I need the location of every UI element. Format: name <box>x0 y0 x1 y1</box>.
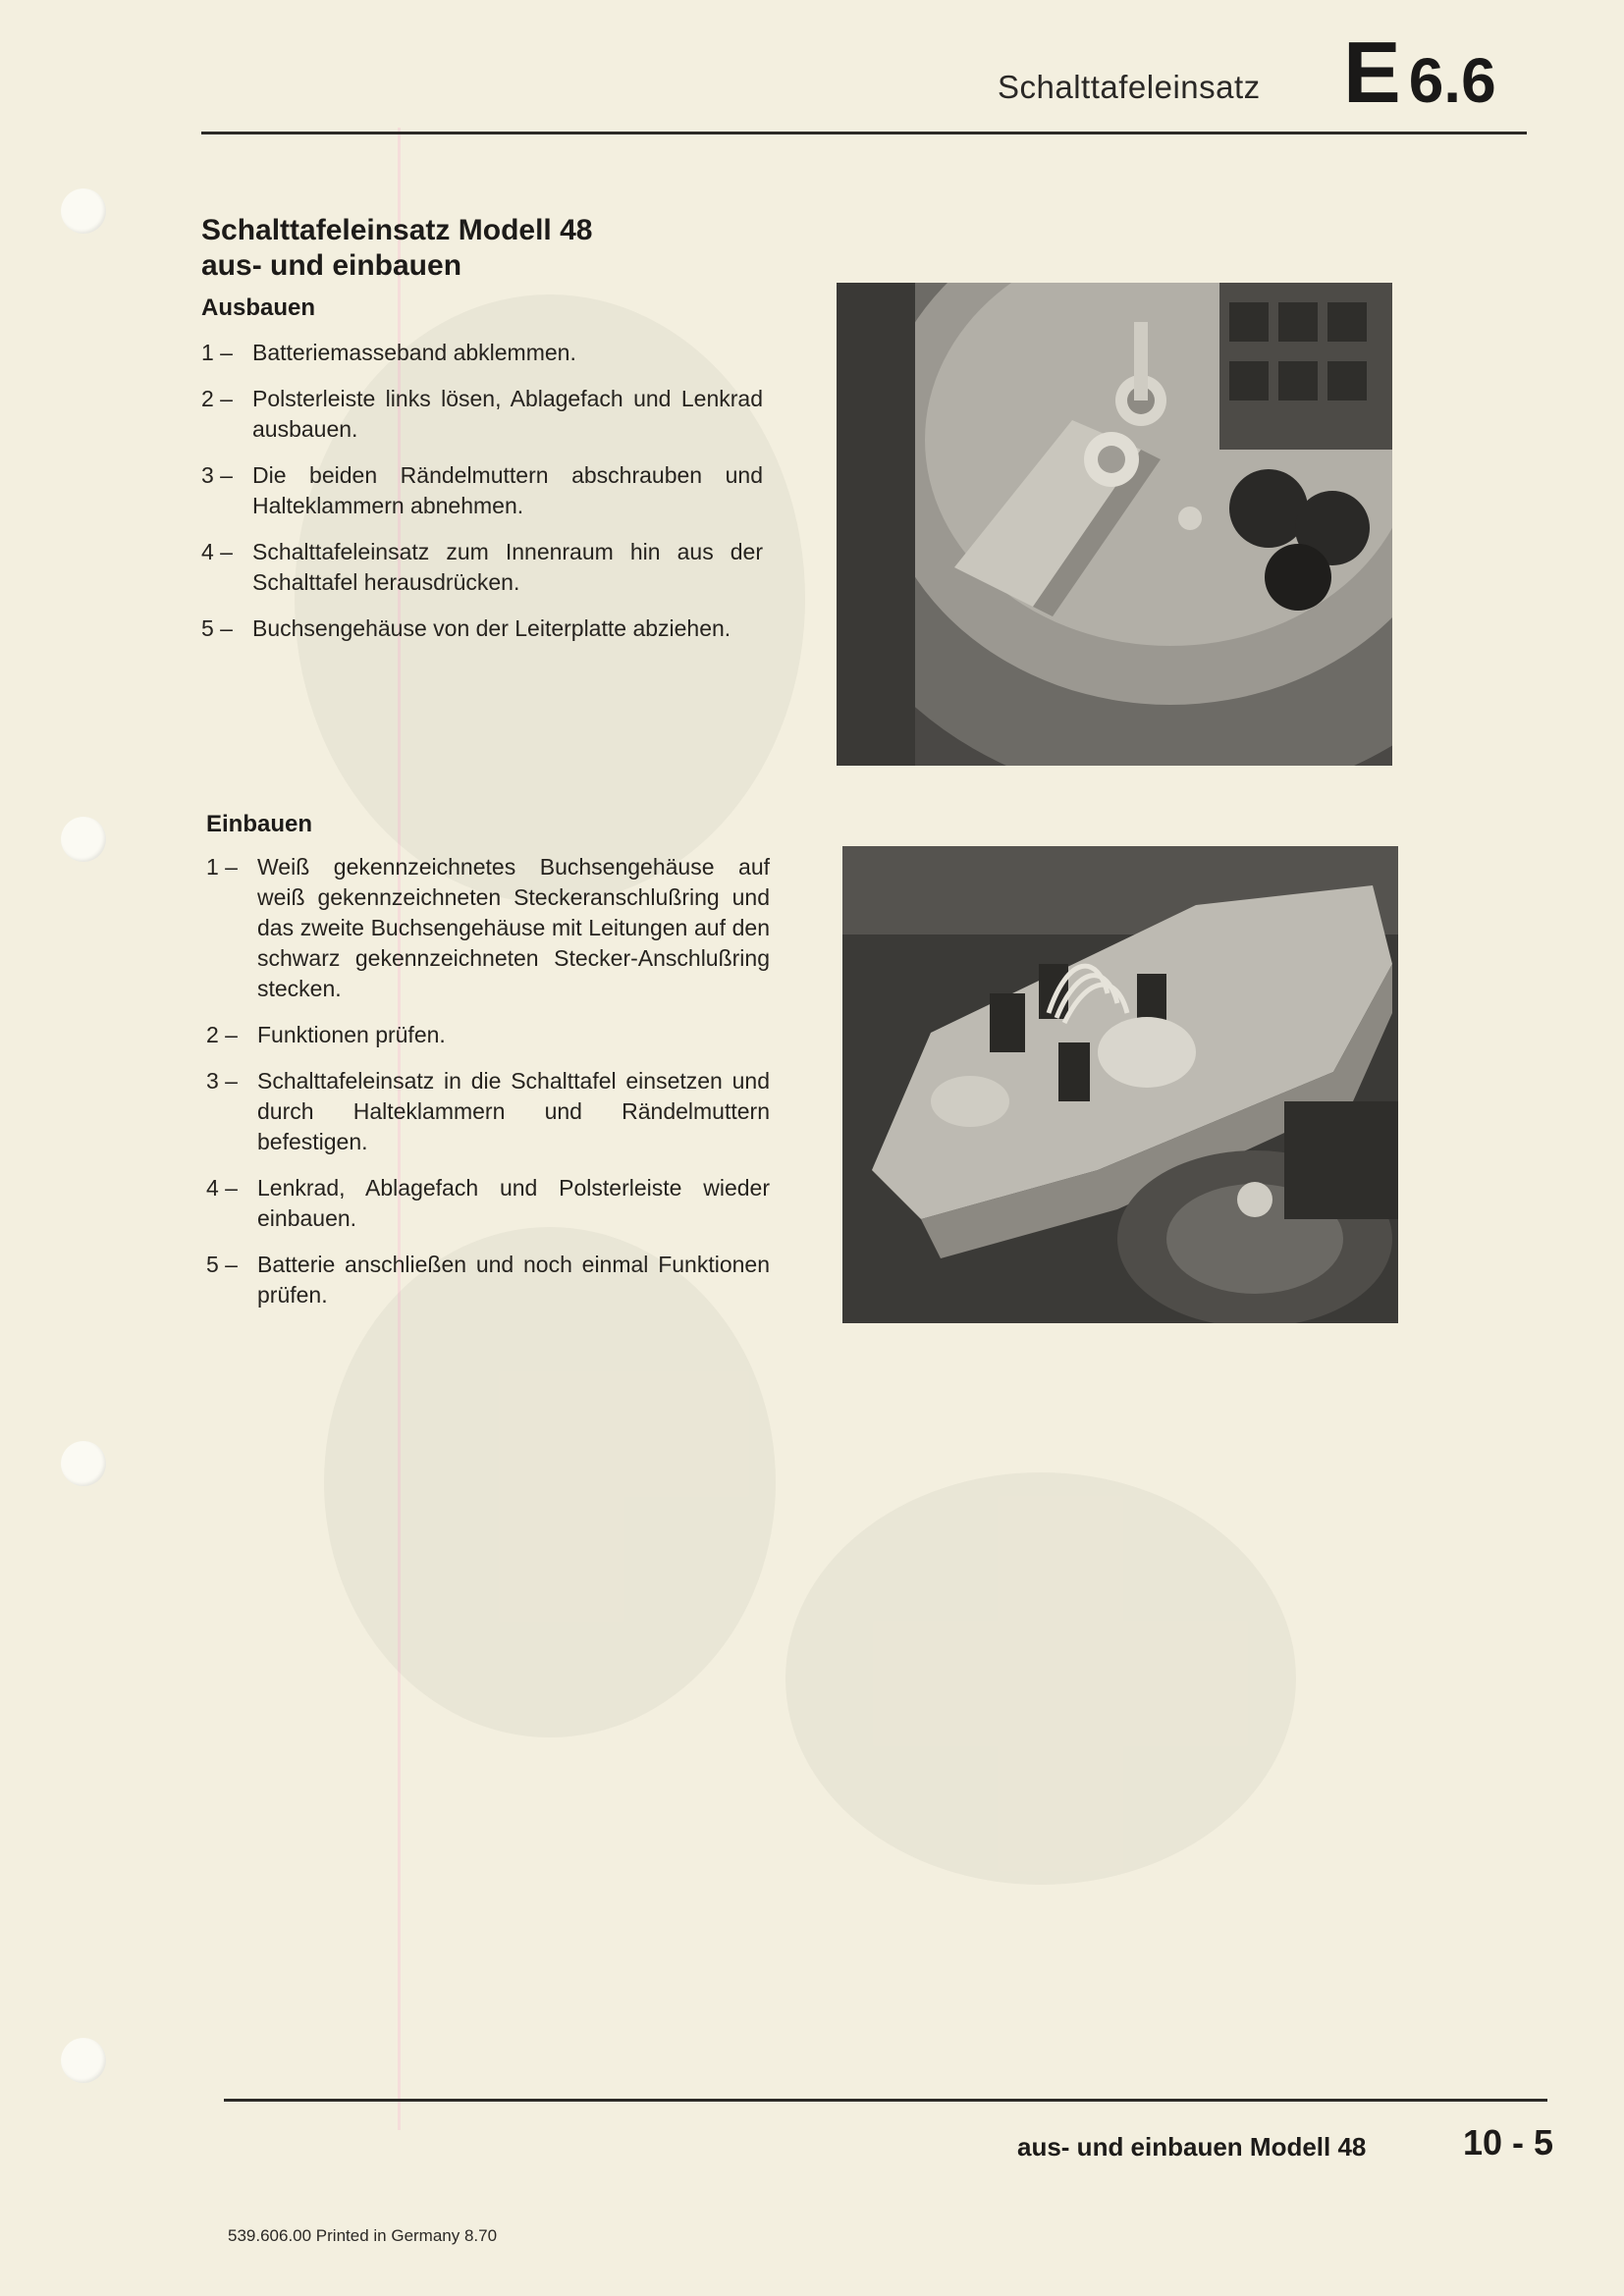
page-heading <box>201 213 592 284</box>
ausbauen-title: Ausbauen <box>201 294 316 321</box>
einbauen-steps <box>206 852 770 1326</box>
list-item: 2 – Polsterleiste links lösen, Ablagefach und Lenkrad ausbauen. <box>201 386 763 442</box>
list-item: 1 – Weiß gekennzeichnetes Buchsengehäuse auf weiß gekennzeichneten Steckeranschlußring und das zweite Buchsengehäuse mit Leitungen auf den schwarz gekennzeichneten Stecker-Anschlußring stecken. <box>206 854 770 1001</box>
section-number: 6.6 <box>1408 45 1496 116</box>
page-heading-line2: aus- und einbauen <box>201 249 462 282</box>
ausbauen-steps <box>201 338 763 660</box>
section-letter: E <box>1343 24 1401 121</box>
show-through-shape <box>785 1472 1296 1885</box>
header-rule <box>201 132 1527 134</box>
list-item: 5 – Buchsengehäuse von der Leiterplatte abziehen. <box>201 615 731 641</box>
footer-label: aus- und einbauen Modell 48 <box>1017 2132 1367 2162</box>
binder-hole <box>61 188 106 234</box>
list-item: 5 – Batterie anschließen und noch einmal Funktionen prüfen. <box>206 1252 770 1308</box>
einbauen-title: Einbauen <box>206 811 313 837</box>
header-title: Schalttafeleinsatz <box>998 69 1261 105</box>
footer-rule <box>224 2099 1547 2102</box>
list-item: 3 – Schalttafeleinsatz in die Schalttafel einsetzen und durch Halteklammern und Rändelmuttern befestigen. <box>206 1068 770 1154</box>
page-heading-line1: Schalttafeleinsatz Modell 48 <box>201 214 593 246</box>
section-code <box>1343 24 1496 130</box>
photo-cluster-wiring <box>842 846 1398 1323</box>
list-item: 1 – Batteriemasseband abklemmen. <box>201 340 576 365</box>
page-number: 10 - 5 <box>1463 2122 1554 2163</box>
binder-hole <box>61 817 106 862</box>
binder-hole <box>61 1441 106 1486</box>
list-item: 4 – Lenkrad, Ablagefach und Polsterleiste wieder einbauen. <box>206 1175 770 1231</box>
list-item: 3 – Die beiden Rändelmuttern abschrauben und Halteklammern abnehmen. <box>201 462 763 518</box>
binder-hole <box>61 2038 106 2083</box>
photo-cluster-removal <box>837 283 1392 766</box>
print-note: 539.606.00 Printed in Germany 8.70 <box>228 2226 498 2245</box>
list-item: 4 – Schalttafeleinsatz zum Innenraum hin aus der Schalttafel herausdrücken. <box>201 539 763 595</box>
list-item: 2 – Funktionen prüfen. <box>206 1022 446 1047</box>
